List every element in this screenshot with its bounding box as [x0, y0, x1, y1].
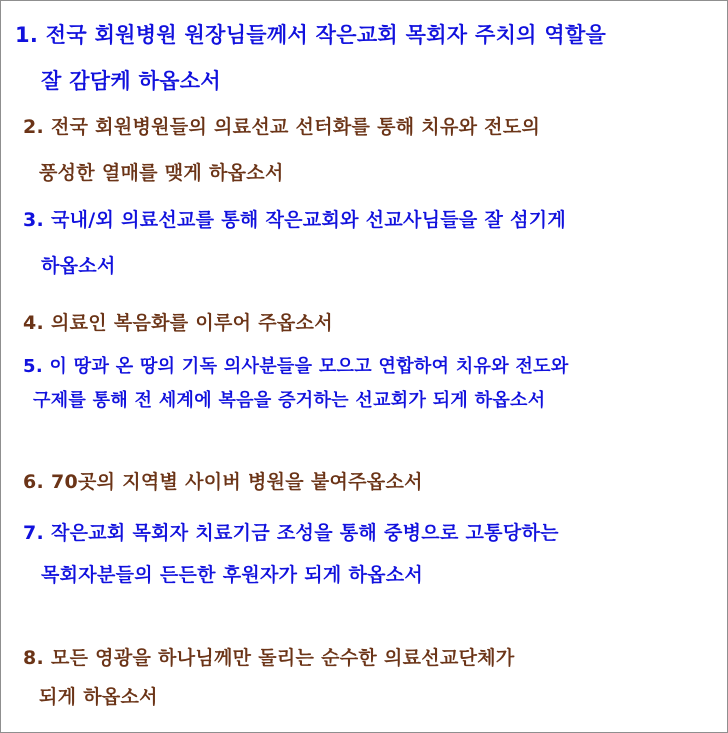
prayer-item-7-line-2: 목회자분들의 든든한 후원자가 되게 하옵소서: [41, 564, 424, 586]
prayer-item-3-line-1: 3. 국내/외 의료선교를 통해 작은교회와 선교사님들을 잘 섬기게: [23, 209, 567, 231]
prayer-item-1-line-2: 잘 감담케 하옵소서: [41, 69, 221, 93]
prayer-item-6-line-1: 6. 70곳의 지역별 사이버 병원을 붙여주옵소서: [23, 471, 423, 493]
prayer-item-3-line-2: 하옵소서: [41, 255, 116, 277]
prayer-item-8-line-2: 되게 하옵소서: [39, 686, 158, 708]
prayer-item-2-line-1: 2. 전국 회원병원들의 의료선교 선터화를 통해 치유와 전도의: [23, 116, 541, 138]
prayer-item-5-line-1: 5. 이 땅과 온 땅의 기독 의사분들을 모으고 연합하여 치유와 전도와: [23, 356, 569, 377]
prayer-item-2-line-2: 풍성한 열매를 맺게 하옵소서: [39, 162, 284, 184]
prayer-item-1-line-1: 1. 전국 회원병원 원장님들께서 작은교회 목회자 주치의 역할을: [15, 23, 607, 47]
prayer-item-5-line-2: 구제를 통해 전 세계에 복음을 증거하는 선교회가 되게 하옵소서: [33, 390, 546, 411]
prayer-item-8-line-1: 8. 모든 영광을 하나님께만 돌리는 순수한 의료선교단체가: [23, 647, 515, 669]
prayer-item-7-line-1: 7. 작은교회 목회자 치료기금 조성을 통해 중병으로 고통당하는: [23, 522, 559, 544]
prayer-item-4-line-1: 4. 의료인 복음화를 이루어 주옵소서: [23, 312, 333, 334]
